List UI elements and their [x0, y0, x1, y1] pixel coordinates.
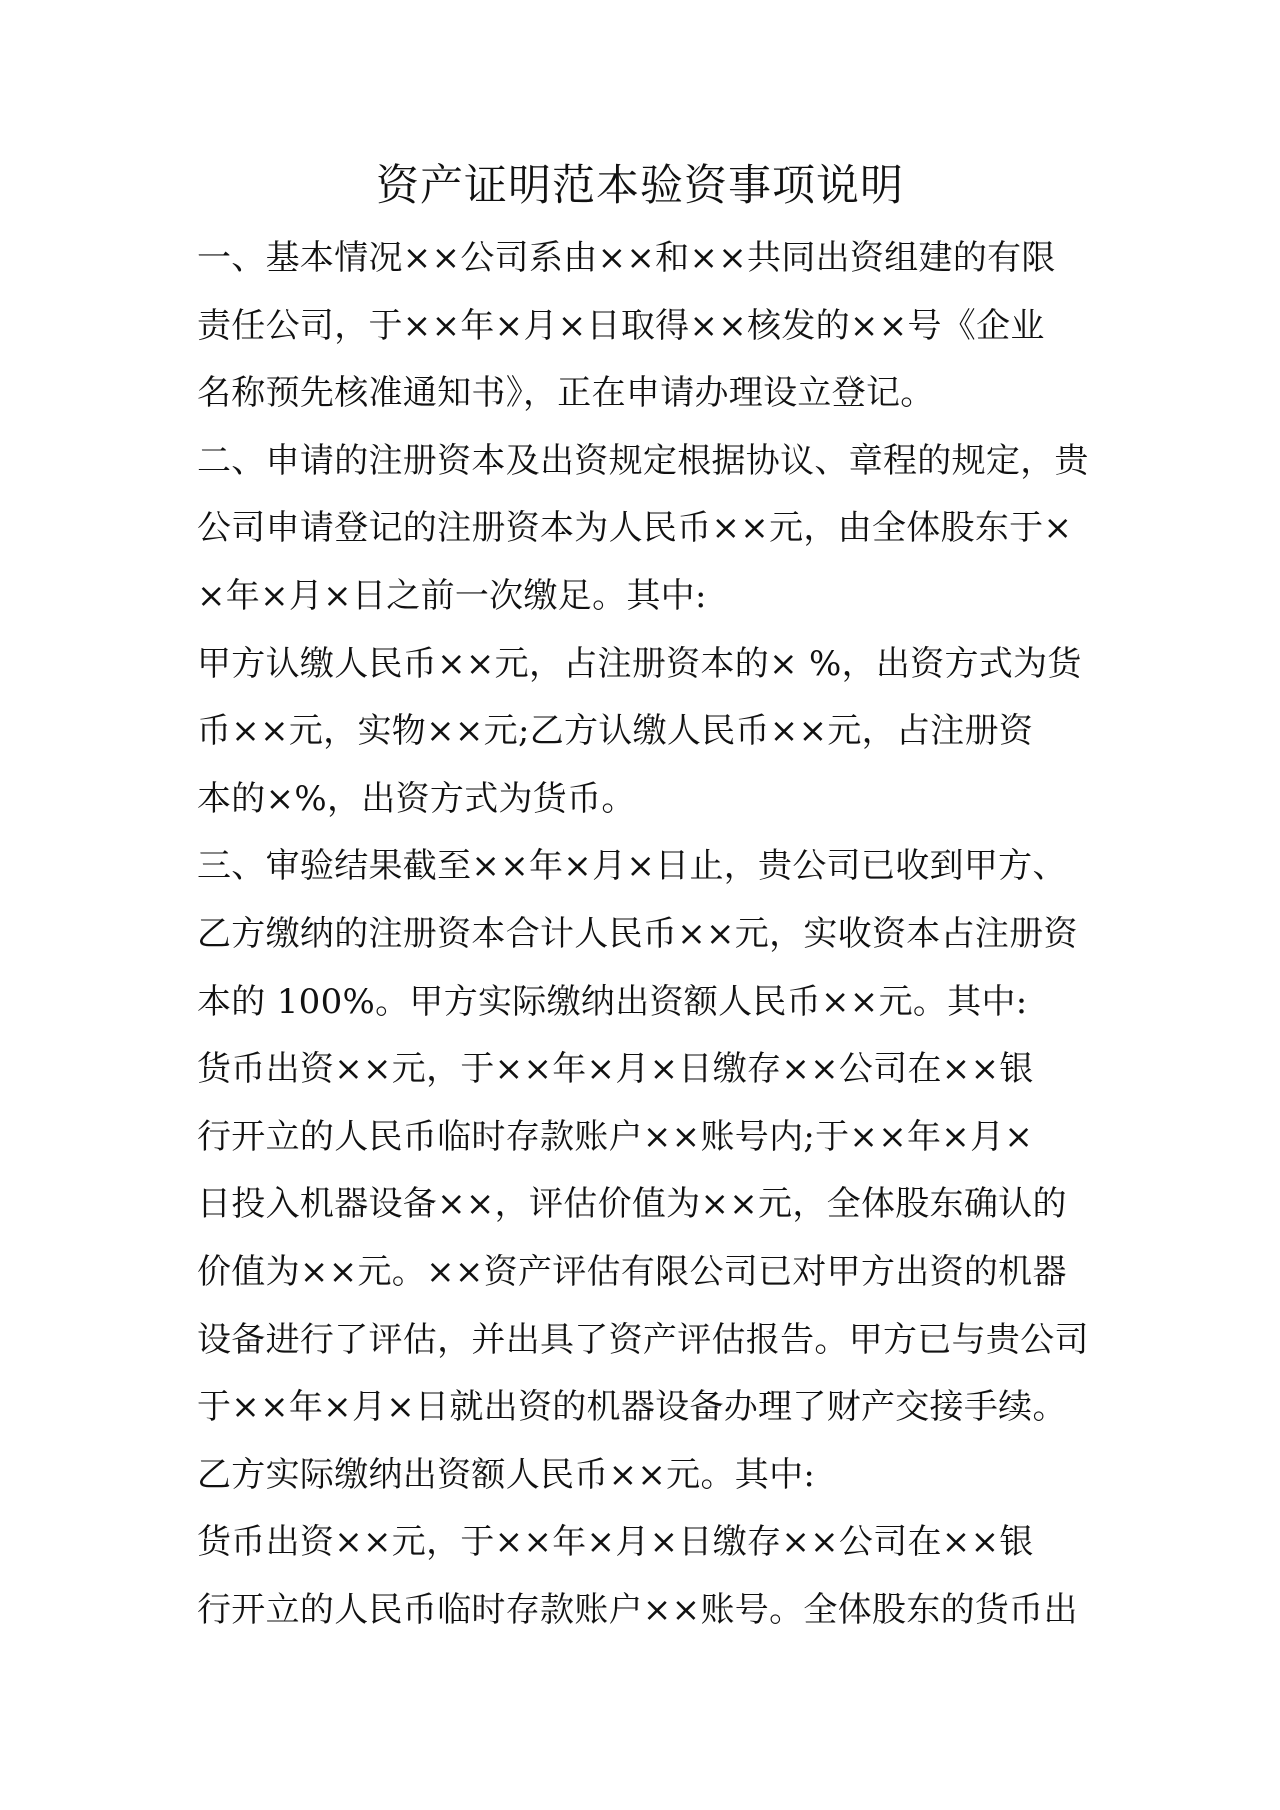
document-body — [197, 232, 1097, 1651]
text-line: ×年×月×日之前一次缴足。其中: — [197, 575, 707, 616]
text-line: 本的×%，出资方式为货币。 — [197, 778, 636, 819]
text-line: 三、审验结果截至××年×月×日止，贵公司已收到甲方、 — [197, 846, 1067, 887]
text-line: 甲方认缴人民币××元，占注册资本的× %，出资方式为货 — [197, 643, 1082, 684]
text-line: 公司申请登记的注册资本为人民币××元，由全体股东于× — [197, 508, 1073, 549]
text-line: 乙方缴纳的注册资本合计人民币××元，实收资本占注册资 — [197, 913, 1078, 954]
text-line: 名称预先核准通知书》，正在申请办理设立登记。 — [197, 373, 935, 414]
text-line: 设备进行了评估，并出具了资产评估报告。甲方已与贵公司 — [197, 1319, 1089, 1360]
text-line: 币××元，实物××元;乙方认缴人民币××元，占注册资 — [197, 711, 1034, 752]
text-line: 价值为××元。××资产评估有限公司已对甲方出资的机器 — [197, 1251, 1067, 1292]
text-line: 二、申请的注册资本及出资规定根据协议、章程的规定，贵 — [197, 440, 1089, 481]
document-title: 资产证明范本验资事项说明 — [376, 161, 904, 211]
text-line: 行开立的人民币临时存款账户××账号内;于××年×月× — [197, 1116, 1034, 1157]
text-line: 乙方实际缴纳出资额人民币××元。其中: — [197, 1454, 816, 1495]
text-line: 货币出资××元，于××年×月×日缴存××公司在××银 — [197, 1049, 1034, 1090]
text-line: 于××年×月×日就出资的机器设备办理了财产交接手续。 — [197, 1387, 1067, 1428]
text-line: 责任公司，于××年×月×日取得××核发的××号《企业 — [197, 305, 1045, 346]
text-line: 行开立的人民币临时存款账户××账号。全体股东的货币出 — [197, 1589, 1078, 1630]
text-line: 货币出资××元，于××年×月×日缴存××公司在××银 — [197, 1522, 1034, 1563]
text-line: 一、基本情况××公司系由××和××共同出资组建的有限 — [197, 238, 1056, 278]
text-line: 本的 100%。甲方实际缴纳出资额人民币××元。其中: — [197, 981, 1028, 1022]
text-line: 日投入机器设备××，评估价值为××元，全体股东确认的 — [197, 1184, 1067, 1225]
